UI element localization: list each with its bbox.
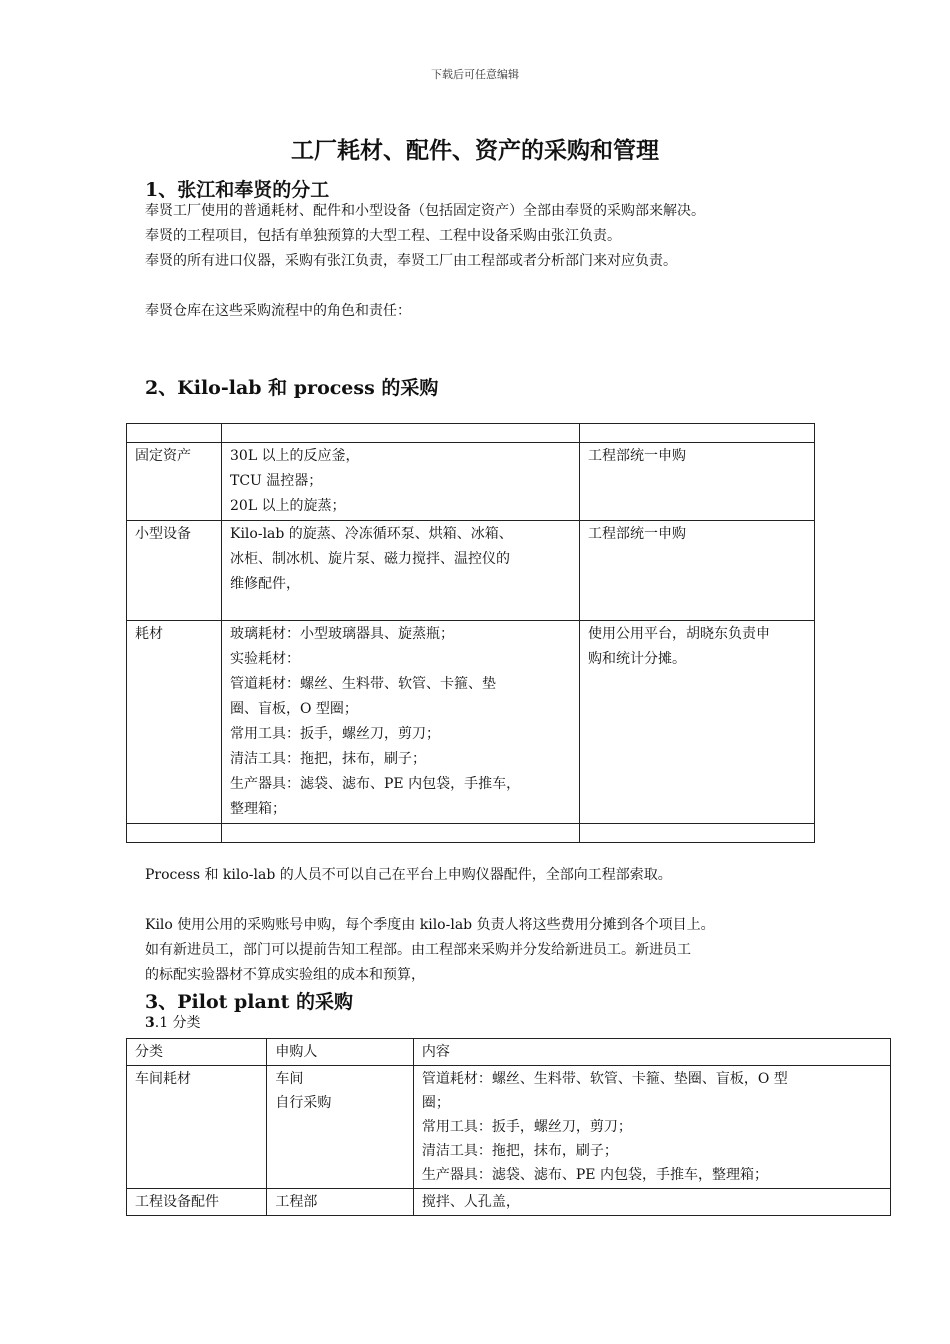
buyer-line: 自行采购 [275,1095,332,1111]
item-line: 清洁工具：拖把，抹布，刷子； [230,751,426,767]
column-header: 内容 [413,1039,890,1066]
table-row [127,1066,891,1189]
buyer-line: 车间 [275,1071,304,1087]
item-line: 维修配件， [230,576,300,592]
item-line: 生产器具：滤袋、滤布、PE 内包袋，手推车， [230,776,521,792]
buyer-cell [267,1189,413,1216]
method-cell [580,521,815,621]
item-line: TCU 温控器； [230,473,323,489]
content-line: 搅拌、人孔盖， [421,1194,520,1210]
item-line: 30L 以上的反应釜， [230,448,360,464]
kilo-lab-purchase-table [126,423,815,843]
table-row [127,443,815,521]
section2-note: Kilo 使用公用的采购账号申购，每个季度由 kilo-lab 负责人将这些费用分摊到各个项目上。 [145,917,715,933]
category-cell: 耗材 [127,621,222,824]
buyer-cell [267,1066,413,1189]
table-row [127,521,815,621]
item-line: 管道耗材：螺丝、生料带、软管、卡箍、垫 [230,676,496,692]
section3-subheading [145,1012,201,1034]
column-header: 申购人 [267,1039,413,1066]
table-row [127,1189,891,1216]
method-line: 工程部统一申购 [588,526,686,542]
section2-note: Process 和 kilo-lab 的人员不可以自己在平台上申购仪器配件，全部向工程部索取。 [145,867,672,883]
method-cell [580,621,815,824]
table-header-row [127,1039,891,1066]
content-line: 管道耗材：螺丝、生料带、软管、卡箍、垫圈、盲板，O 型 [421,1071,788,1087]
content-cell [413,1189,890,1216]
section3-heading: 3、Pilot plant 的采购 [145,991,354,1013]
item-line: Kilo-lab 的旋蒸、冷冻循环泵、烘箱、冰箱、 [230,526,513,542]
table-row [127,824,815,843]
method-line: 工程部统一申购 [588,448,686,464]
content-line: 常用工具：扳手，螺丝刀，剪刀； [421,1119,632,1135]
category-cell: 固定资产 [127,443,222,521]
section1-paragraph: 奉贤的所有进口仪器，采购有张江负责，奉贤工厂由工程部或者分析部门来对应负责。 [145,253,677,269]
item-line: 实验耗材： [230,651,300,667]
table-row [127,424,815,443]
item-line: 20L 以上的旋蒸； [230,498,346,514]
item-line: 整理箱； [230,801,286,817]
pilot-plant-table [126,1038,891,1216]
content-cell [413,1066,890,1189]
subheading-text: .1 分类 [154,1015,201,1031]
section2-note: 的标配实验器材不算成实验组的成本和预算， [145,967,425,983]
buyer-line: 工程部 [275,1194,318,1210]
items-cell [222,521,580,621]
section2-note: 如有新进员工，部门可以提前告知工程部。由工程部来采购并分发给新进员工。新进员工 [145,942,691,958]
subheading-number: 3 [145,1015,155,1031]
content-line: 生产器具：滤袋、滤布、PE 内包袋，手推车，整理箱； [421,1167,768,1183]
section1-paragraph: 奉贤仓库在这些采购流程中的角色和责任： [145,303,411,319]
method-line: 购和统计分摊。 [588,651,686,667]
header-note: 下载后可任意编辑 [431,68,519,81]
document-title: 工厂耗材、配件、资产的采购和管理 [291,137,659,164]
content-line: 圈； [421,1095,450,1111]
items-cell [222,443,580,521]
section1-heading: 1、张江和奉贤的分工 [145,179,330,201]
category-cell: 小型设备 [127,521,222,621]
category-cell: 工程设备配件 [127,1189,267,1216]
section1-paragraph: 奉贤的工程项目，包括有单独预算的大型工程、工程中设备采购由张江负责。 [145,228,621,244]
method-cell [580,443,815,521]
method-line: 使用公用平台，胡晓东负责申 [588,626,770,642]
item-line: 常用工具：扳手，螺丝刀，剪刀； [230,726,440,742]
item-line: 玻璃耗材：小型玻璃器具、旋蒸瓶； [230,626,454,642]
section1-paragraph: 奉贤工厂使用的普通耗材、配件和小型设备（包括固定资产）全部由奉贤的采购部来解决。 [145,203,705,219]
category-cell: 车间耗材 [127,1066,267,1189]
column-header: 分类 [127,1039,267,1066]
section2-heading: 2、Kilo-lab 和 process 的采购 [145,377,439,399]
content-line: 清洁工具：拖把，抹布，刷子； [421,1143,618,1159]
item-line: 冰柜、制冰机、旋片泵、磁力搅拌、温控仪的 [230,551,510,567]
item-line: 圈、盲板，O 型圈； [230,701,358,717]
table-row [127,621,815,824]
items-cell [222,621,580,824]
